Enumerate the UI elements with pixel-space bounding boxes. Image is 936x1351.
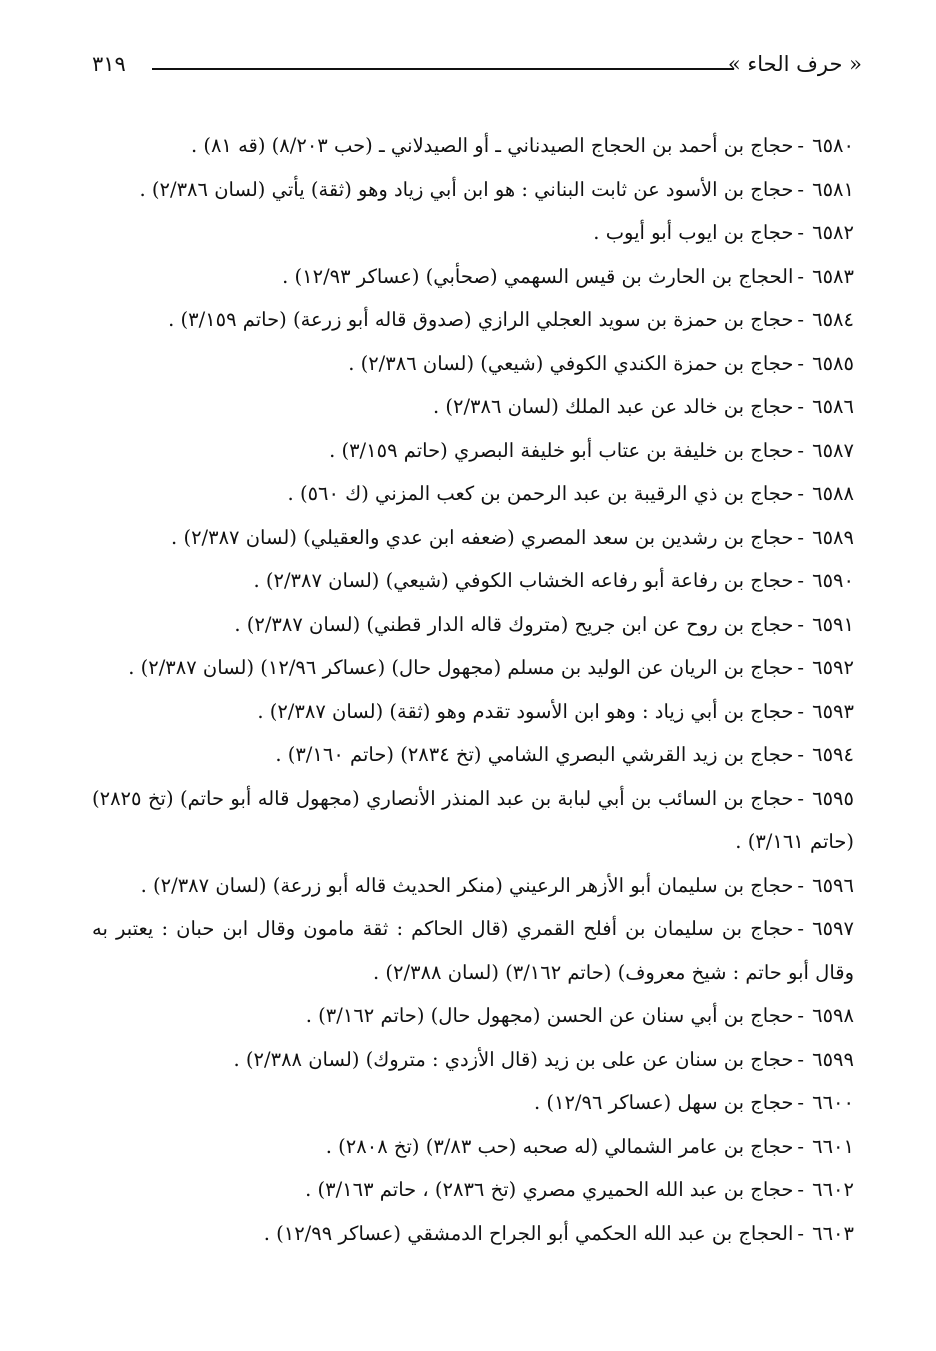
entry-number: ٦٥٨٦ — [812, 395, 854, 418]
entry-item — [92, 211, 854, 255]
entry-item — [92, 516, 854, 560]
entry-separator: - — [797, 873, 804, 897]
entry-item — [92, 385, 854, 429]
entry-item — [92, 255, 854, 299]
entry-separator: - — [797, 438, 804, 462]
entry-text: حجاج بن زيد القرشي البصري الشامي (تخ ٢٨٣٤) (حاتم ٣/١٦٠) . — [275, 743, 794, 766]
entry-item — [92, 1125, 854, 1169]
entry-item — [92, 429, 854, 473]
entry-separator: - — [797, 221, 804, 244]
entry-item — [92, 298, 854, 342]
entry-item — [92, 559, 854, 603]
entry-text: حجاج بن أبي سنان عن الحسن (مجهول حال) (حاتم ٣/١٦٢) . — [305, 1004, 794, 1027]
entry-item — [92, 864, 854, 908]
entry-text: حجاج بن عامر الشمالي (له صحبه (حب ٣/٨٣) (تخ ٢٨٠٨) . — [325, 1134, 794, 1158]
entry-item — [92, 994, 854, 1038]
entry-text: حجاج بن سنان عن على بن زيد (قال الأزدي : متروك) (لسان ٢/٣٨٨) . — [233, 1047, 794, 1071]
entry-item — [92, 777, 854, 864]
entry-text: الحجاج بن الحارث بن قيس السهمي (صحأبي) (عساكر ١٢/٩٣) . — [282, 264, 794, 288]
entry-text: حجاج بن حمزة الكندي الكوفي (شيعي) (لسان ٢/٣٨٦) . — [348, 351, 794, 375]
entry-text: حجاج بن الريان عن الوليد بن مسلم (مجهول حال) (عساكر ١٢/٩٦) (لسان ٢/٣٨٧) . — [128, 656, 794, 679]
entry-text: حجاج بن السائب بن أبي لبابة بن عبد المنذر الأنصاري (مجهول قاله أبو حاتم) (تخ ٢٨٢٥) (حاتم ٣/١٦١) . — [92, 786, 854, 853]
entry-separator: - — [797, 1047, 804, 1071]
entry-text: حجاج بن سليمان أبو الأزهر الرعيني (منكر الحديث قاله أبو زرعة) (لسان ٢/٣٨٧) . — [140, 873, 794, 897]
entry-separator: - — [797, 612, 804, 636]
entry-number: ٦٥٩١ — [812, 612, 854, 636]
entry-separator: - — [797, 525, 804, 549]
entry-number: ٦٥٩٠ — [812, 569, 854, 592]
entry-separator: - — [797, 395, 804, 418]
entry-separator: - — [797, 1091, 804, 1114]
entry-text: حجاج بن أبي زياد : وهو ابن الأسود تقدم وهو (ثقة) (لسان ٢/٣٨٧) . — [257, 699, 794, 723]
entry-item — [92, 168, 854, 212]
entry-separator: - — [797, 569, 804, 592]
entry-separator: - — [797, 743, 804, 766]
entry-number: ٦٥٨٥ — [812, 351, 854, 375]
entry-text: حجاج بن أحمد بن الحجاج الصيدناني ـ أو الصيدلاني ـ (حب ٨/٢٠٣) (قه ٨١) . — [190, 134, 794, 157]
entry-text: حجاج بن الأسود عن ثابت البناني : هو ابن أبي زياد وهو (ثقة) يأتي (لسان ٢/٣٨٦) . — [139, 177, 794, 201]
running-title: « حرف الحاء » — [727, 52, 862, 76]
entry-text: حجاج بن ذي الرقيبة بن عبد الرحمن بن كعب المزني (ك ٥٦٠) . — [287, 482, 794, 505]
entry-number: ٦٥٩٤ — [812, 743, 854, 766]
entry-item — [92, 342, 854, 386]
entry-separator: - — [797, 1134, 804, 1158]
entry-separator: - — [797, 917, 804, 940]
entry-separator: - — [797, 699, 804, 723]
entry-separator: - — [797, 1004, 804, 1027]
entry-separator: - — [797, 1178, 804, 1201]
entry-separator: - — [797, 308, 804, 331]
entry-number: ٦٥٨٤ — [812, 308, 854, 331]
entry-text: حجاج بن رفاعة أبو رفاعه الخشاب الكوفي (شيعي) (لسان ٢/٣٨٧) . — [253, 569, 794, 592]
entry-number: ٦٥٨٩ — [812, 525, 854, 549]
entry-item — [92, 1168, 854, 1212]
entry-separator: - — [797, 786, 804, 810]
entry-number: ٦٥٩٧ — [812, 917, 854, 940]
entry-number: ٦٥٨٧ — [812, 438, 854, 462]
entry-text: حجاج بن خالد عن عبد الملك (لسان ٢/٣٨٦) . — [432, 395, 794, 418]
entry-number: ٦٥٩٩ — [812, 1047, 854, 1071]
page-header — [92, 48, 862, 88]
entry-number: ٦٥٩٣ — [812, 699, 854, 723]
entry-separator: - — [797, 482, 804, 505]
entry-item — [92, 733, 854, 777]
entry-separator: - — [797, 134, 804, 157]
entry-number: ٦٥٨٢ — [812, 221, 854, 244]
entry-number: ٦٥٩٢ — [812, 656, 854, 679]
entry-number: ٦٥٩٨ — [812, 1004, 854, 1027]
entry-item — [92, 1038, 854, 1082]
entry-number: ٦٦٠٠ — [812, 1091, 854, 1114]
entry-number: ٦٦٠١ — [812, 1134, 854, 1158]
entry-text: الحجاج بن عبد الله الحكمي أبو الجراح الدمشقي (عساكر ١٢/٩٩) . — [263, 1221, 794, 1245]
entry-separator: - — [797, 351, 804, 375]
entry-item — [92, 646, 854, 690]
entry-number: ٦٥٨١ — [812, 177, 854, 201]
entry-item — [92, 1212, 854, 1256]
entry-text: حجاج بن سهل (عساكر ١٢/٩٦) . — [533, 1091, 794, 1114]
entry-item — [92, 472, 854, 516]
entry-text: حجاج بن رشدين بن سعد المصري (ضعفه ابن عدي والعقيلي) (لسان ٢/٣٨٧) . — [171, 525, 794, 549]
entry-text: حجاج بن سليمان بن أفلح القمري (قال الحاكم : ثقة مامون وقال ابن حبان : يعتبر به وقال أبو حاتم : شيخ معروف) (حاتم ٣/١٦٢) (لسان ٢/٣٨٨) . — [92, 917, 854, 984]
page-number: ٣١٩ — [92, 52, 126, 76]
header-rule — [152, 68, 734, 70]
entry-number: ٦٦٠٣ — [812, 1221, 854, 1245]
entry-item — [92, 690, 854, 734]
entry-number: ٦٥٨٣ — [812, 264, 854, 288]
entry-text: حجاج بن خليفة بن عتاب أبو خليفة البصري (حاتم ٣/١٥٩) . — [329, 438, 794, 462]
entry-separator: - — [797, 1221, 804, 1245]
entry-item — [92, 124, 854, 168]
entry-text: حجاج بن ايوب أبو أيوب . — [593, 221, 794, 244]
entry-separator: - — [797, 656, 804, 679]
entry-text: حجاج بن روح عن ابن جريح (متروك قاله الدار قطني) (لسان ٢/٣٨٧) . — [234, 612, 794, 636]
entry-number: ٦٥٩٥ — [812, 786, 854, 810]
entry-item — [92, 603, 854, 647]
entry-number: ٦٥٨٠ — [812, 134, 854, 157]
entry-item — [92, 1081, 854, 1125]
entry-item — [92, 907, 854, 994]
entry-number: ٦٥٩٦ — [812, 873, 854, 897]
entry-list — [92, 124, 854, 1255]
entry-number: ٦٥٨٨ — [812, 482, 854, 505]
entry-separator: - — [797, 177, 804, 201]
entry-text: حجاج بن عبد الله الحميري مصري (تخ ٢٨٣٦) ، حاتم ٣/١٦٣) . — [305, 1178, 794, 1201]
entry-text: حجاج بن حمزة بن سويد العجلي الرازي (صدوق قاله أبو زرعة) (حاتم ٣/١٥٩) . — [168, 308, 794, 331]
entry-separator: - — [797, 264, 804, 288]
entry-number: ٦٦٠٢ — [812, 1178, 854, 1201]
